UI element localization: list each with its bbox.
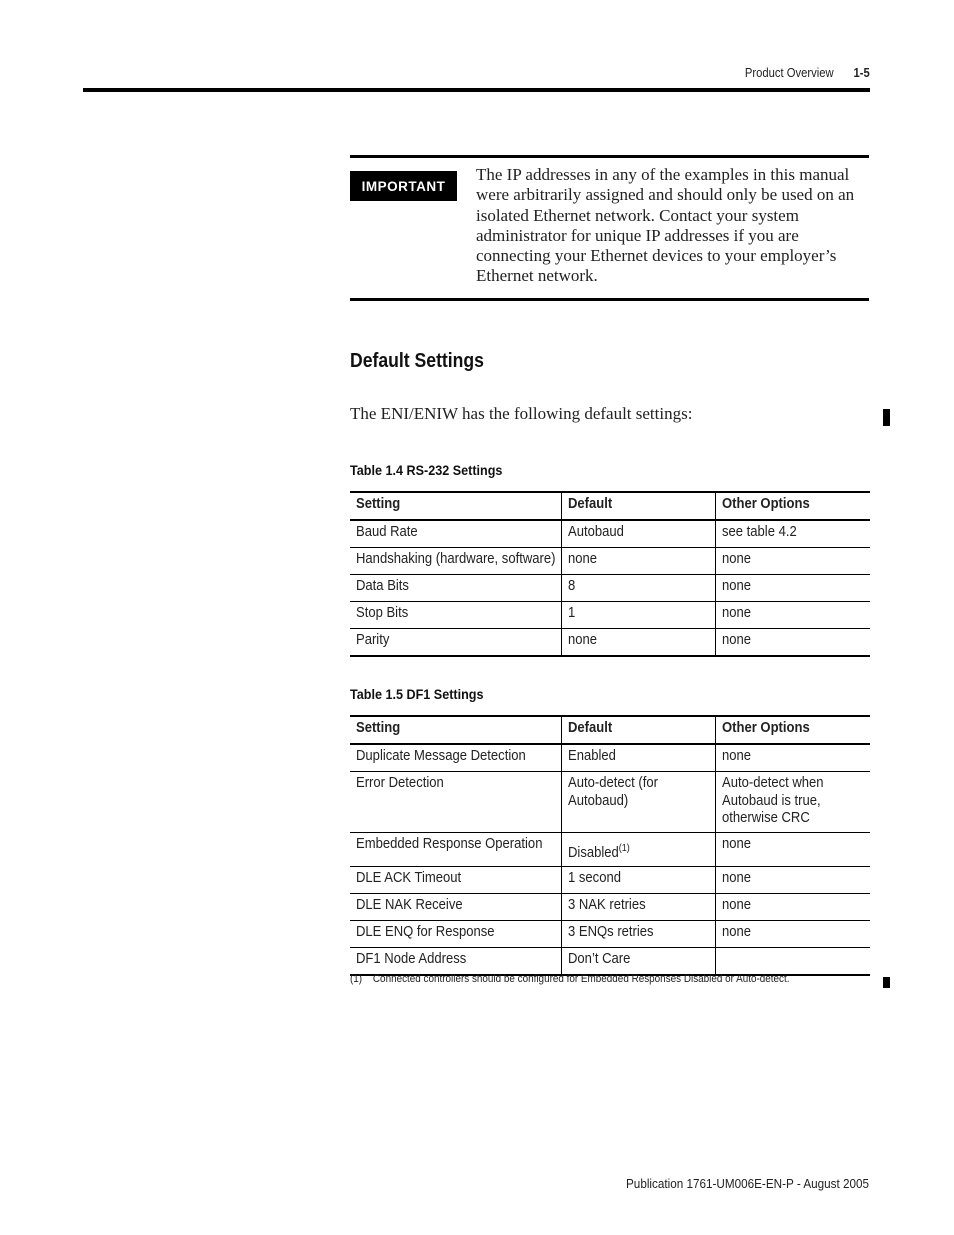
table-cell: none [561,548,715,575]
publication-footer: Publication 1761-UM006E-EN-P - August 2005 [625,1176,869,1191]
table-cell: DF1 Node Address [350,948,561,976]
table-cell: see table 4.2 [715,520,870,548]
table-cell [715,948,870,976]
table-cell: none [715,548,870,575]
intro-paragraph: The ENI/ENIW has the following default settings: [350,404,693,423]
df1-settings-table [350,715,870,976]
table-cell: Data Bits [350,575,561,602]
table-cell [561,833,715,867]
table-row [350,948,870,976]
important-text: The IP addresses in any of the examples in this manual were arbitrarily assigned and should only be used on an isolated Ethernet network. Contact your system administrator for unique IP addresses if you are connecting your Ethernet devices to your employer’s Ethernet network. [476,165,855,286]
table2-caption: Table 1.5 DF1 Settings [350,686,484,702]
rs232-settings-table [350,491,870,657]
default-value: Disabled [567,844,619,861]
table-cell: none [715,744,870,772]
header-section-title: Product Overview [745,66,834,80]
table-cell: none [715,602,870,629]
table-row [350,921,870,948]
table-cell: 3 NAK retries [561,894,715,921]
change-bar [883,409,890,426]
table-cell: Duplicate Message Detection [350,744,561,772]
table-cell: 1 [561,602,715,629]
footnote-text: Connected controllers should be configured for Embedded Responses Disabled or Auto-detect. [372,973,790,985]
table-cell: Autobaud [561,520,715,548]
column-header: Other Options [715,716,870,744]
table1-caption: Table 1.4 RS-232 Settings [350,462,503,478]
table-cell: Stop Bits [350,602,561,629]
table-header-row [350,716,870,744]
table-row [350,867,870,894]
important-callout [350,155,869,301]
table-row [350,833,870,867]
table-footnote [350,973,790,985]
table-cell: none [715,867,870,894]
table-row [350,548,870,575]
table-cell: DLE ENQ for Response [350,921,561,948]
table-cell: none [561,629,715,657]
table-row [350,602,870,629]
table-cell: Handshaking (hardware, software) [350,548,561,575]
table-cell: Don’t Care [561,948,715,976]
table-cell: DLE NAK Receive [350,894,561,921]
column-header: Setting [350,492,561,520]
table-header-row [350,492,870,520]
footnote-mark: (1) [350,973,363,985]
table-cell: Auto-detect when Autobaud is true, otherwise CRC [715,772,870,833]
important-label: IMPORTANT [350,171,457,201]
running-header [745,66,870,80]
header-rule [83,88,870,92]
table-cell: 1 second [561,867,715,894]
table-cell: Enabled [561,744,715,772]
table-cell: 8 [561,575,715,602]
table-cell: none [715,833,870,867]
change-bar [883,977,890,988]
table-row [350,629,870,657]
table-cell: Parity [350,629,561,657]
table-row [350,744,870,772]
column-header: Default [561,716,715,744]
table-row [350,575,870,602]
table-cell: 3 ENQs retries [561,921,715,948]
table-cell: none [715,894,870,921]
table-cell: Auto-detect (for Autobaud) [561,772,715,833]
column-header: Default [561,492,715,520]
section-title: Default Settings [350,350,484,372]
column-header: Setting [350,716,561,744]
table-cell: Baud Rate [350,520,561,548]
table-row [350,894,870,921]
footnote-reference: (1) [618,843,630,854]
page-number: 1-5 [853,66,870,80]
table-cell: Error Detection [350,772,561,833]
table-cell: none [715,629,870,657]
table-row [350,520,870,548]
table-cell: Embedded Response Operation [350,833,561,867]
table-row [350,772,870,833]
table-cell: none [715,575,870,602]
column-header: Other Options [715,492,870,520]
table-cell: none [715,921,870,948]
table-cell: DLE ACK Timeout [350,867,561,894]
